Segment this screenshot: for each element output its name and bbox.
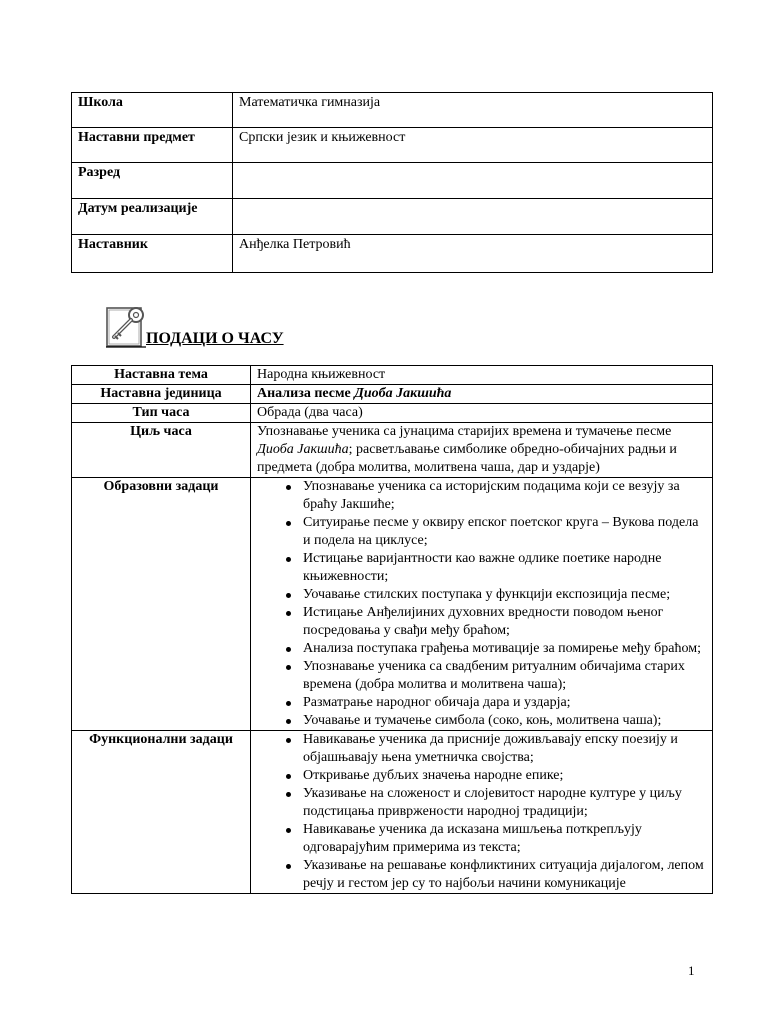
list-item: Навикавање ученика да присније доживљавају епску поезију и објашњавају њена уметничка својства; [303,731,706,767]
functional-list [257,731,706,893]
list-item: Указивање на решавање конфликтиних ситуација дијалогом, лепом речју и гестом јер су то најбољи начини комуникације [303,857,706,893]
list-item: Разматрање народног обичаја дара и уздарја; [303,694,706,712]
unit-row [72,385,713,404]
grade-row [72,163,713,199]
functional-row [72,731,713,894]
topic-value: Народна књижевност [251,366,713,385]
teacher-label: Наставник [72,235,233,273]
school-info-table [71,92,713,273]
list-item: Указивање на сложеност и слојевитост народне културе у циљу подстицања привржености народној традицији; [303,785,706,821]
goal-label: Циљ часа [72,423,251,478]
topic-label: Наставна тема [72,366,251,385]
unit-prefix: Анализа песме [257,386,355,401]
goal-value [251,423,713,478]
list-item: Уочавање и тумачење симбола (соко, коњ, молитвена чаша); [303,712,706,730]
list-item: Навикавање ученика да исказана мишљења поткрепљују одговарајућим примерима из текста; [303,821,706,857]
goal-text-end: ; расветљавање симболике обредно-обичајних радњи и предмета (добра молитва, молитвена чаша, дар и уздарје) [257,442,677,475]
list-item: Анализа поступака грађења мотивације за помирење међу браћом; [303,640,706,658]
teacher-value: Анђелка Петровић [233,235,713,273]
goal-poem-title: Диоба Јакшића [257,442,349,457]
unit-label: Наставна јединица [72,385,251,404]
school-row [72,93,713,128]
list-item: Упознавање ученика са историјским подацима који се везују за браћу Јакшиће; [303,478,706,514]
list-item: Уочавање стилских поступака у функцији експозиција песме; [303,586,706,604]
list-item: Ситуирање песме у оквиру епског поетског круга – Вукова подела и подела на циклусе; [303,514,706,550]
section-title: ПОДАЦИ О ЧАСУ [146,330,284,347]
key-icon [106,304,148,348]
grade-label: Разред [72,163,233,199]
functional-label: Функционални задаци [72,731,251,894]
educational-label: Образовни задаци [72,478,251,731]
unit-poem-title: Диоба Јакшића [354,386,452,401]
topic-row [72,366,713,385]
subject-label: Наставни предмет [72,128,233,163]
page-number: 1 [688,963,695,978]
goal-row [72,423,713,478]
subject-value: Српски језик и књижевност [233,128,713,163]
subject-row [72,128,713,163]
date-row [72,199,713,235]
goal-text-start: Упознавање ученика са јунацима старијих времена и тумачење песме [257,424,672,439]
functional-value [251,731,713,894]
date-value [233,199,713,235]
educational-row [72,478,713,731]
list-item: Упознавање ученика са свадбеним ритуалним обичајима старих времена (добра молитва и молитвена чаша); [303,658,706,694]
grade-value [233,163,713,199]
unit-value [251,385,713,404]
school-value: Математичка гимназија [233,93,713,128]
educational-value [251,478,713,731]
type-value: Обрада (два часа) [251,404,713,423]
type-label: Тип часа [72,404,251,423]
teacher-row [72,235,713,273]
lesson-details-table [71,365,713,894]
type-row [72,404,713,423]
list-item: Откривање дубљих значења народне епике; [303,767,706,785]
list-item: Истицање варијантности као важне одлике поетике народне књижевности; [303,550,706,586]
school-label: Школа [72,93,233,128]
list-item: Истицање Анђелијиних духовних вредности поводом њеног посредовања у свађи међу браћом; [303,604,706,640]
educational-list [257,478,706,730]
date-label: Датум реализације [72,199,233,235]
